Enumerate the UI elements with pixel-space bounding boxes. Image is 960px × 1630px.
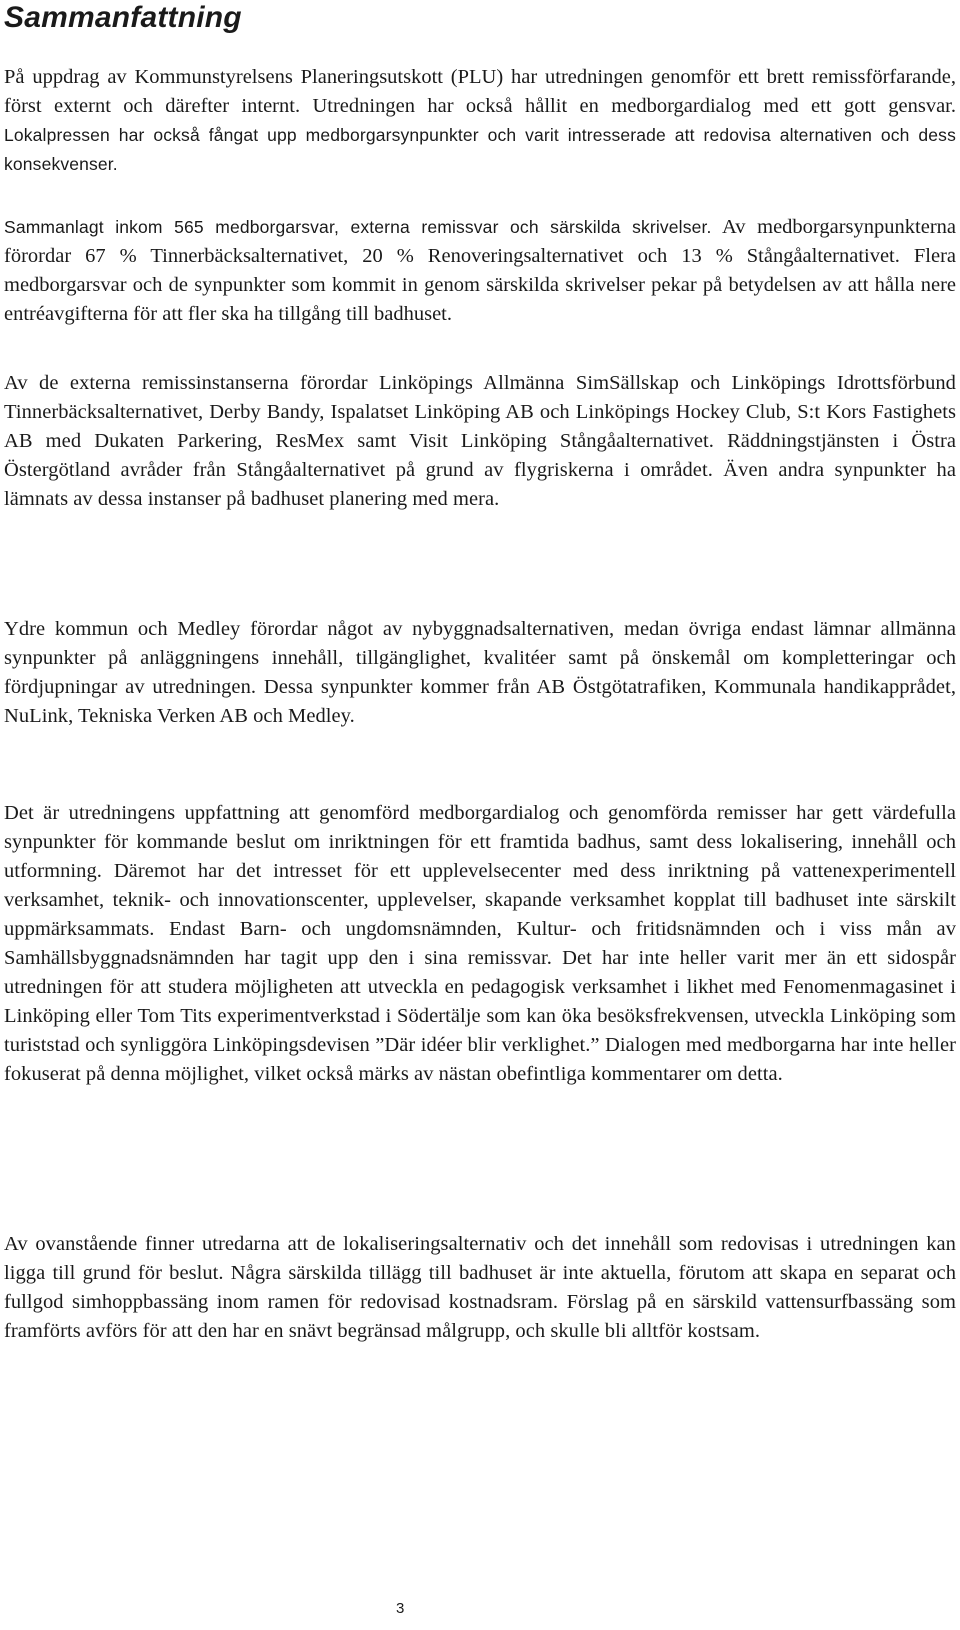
paragraph-conclusion: Av ovanstående finner utredarna att de lokaliseringsalternativ och det innehåll som redovisas i utredningen kan ligga till grund för beslut. Några särskilda tillägg till badhuset är inte aktuella, förutom att skapa en separat och fullgod simhoppbassäng inom ramen för redovisad kostnadsram. Förslag på en särskild vattensurfbassäng som framförts avförs för att den har en snävt begränsad målgrupp, och skulle bli alltför kostsam. xyxy=(4,1233,956,1342)
paragraph-remiss-overview xyxy=(4,63,956,179)
paragraph-text: På uppdrag av Kommunstyrelsens Planeringsutskott (PLU) har utredningen genomför ett brett remissförfarande, först externt och därefter internt. Utredningen har också hållit en medborgardialog med ett gott gensvar. xyxy=(4,66,956,117)
page-title: Sammanfattning xyxy=(4,1,242,34)
page-number: 3 xyxy=(396,1600,405,1617)
paragraph-text: Av medborgarsynpunkterna förordar 67 % Tinnerbäcksalternativet, 20 % Renoveringsalternativet och 13 % Stångåalternativet. Flera medborgarsvar och de synpunkter som kommit in genom särskilda skrivelser pekar på betydelsen av att hålla nere entréavgifterna för att fler ska ha tillgång till badhuset. xyxy=(4,216,957,325)
paragraph-assessment: Det är utredningens uppfattning att genomförd medborgardialog och genomförda remisser har gett värdefulla synpunkter för kommande beslut om inriktningen för ett framtida badhus, samt dess lokalisering, innehåll och utformning. Däremot har det intresset för ett upplevelsecenter med dess inriktning på vattenexperimentell verksamhet, teknik- och innovationscenter, upplevelser, skapande verksamhet kopplat till badhuset inte särskilt uppmärksammats. Endast Barn- och ungdomsnämnden, Kultur- och fritidsnämnden och i viss mån av Samhällsbyggnadsnämnden har tagit upp den i sina remissvar. Det har inte heller varit mer än ett sidospår utredningen för att studera möjligheten att utveckla en pedagogisk verksamhet i likhet med Fenomenmagasinet i Linköping eller Tom Tits experimentverkstad i Södertälje som kan öka besöksfrekvensen, utveckla Linköping som turiststad och synliggöra Linköpingsdevisen ”Där idéer blir verklighet.” Dialogen med medborgarna har inte heller fokuserat på denna möjlighet, vilket också märks av nästan obefintliga kommentarer om detta. xyxy=(4,802,956,1085)
paragraph-external-remiss: Av de externa remissinstanserna förordar Linköpings Allmänna SimSällskap och Linköpings Idrottsförbund Tinnerbäcksalternativet, Derby Bandy, Ispalatset Linköping AB och Linköpings Hockey Club, S:t Kors Fastighets AB med Dukaten Parkering, ResMex samt Visit Linköping Stångåalternativet. Räddningstjänsten i Östra Östergötland avråder från Stångåalternativet på grund av flygriskerna i området. Även andra synpunkter ha lämnats av dessa instanser på badhuset planering med mera. xyxy=(4,372,956,510)
paragraph-ydre-medley: Ydre kommun och Medley förordar något av nybyggnadsalternativen, medan övriga endast lämnar allmänna synpunkter på anläggningens innehåll, tillgänglighet, kvalitéer samt på önskemål om kompletteringar och fördjupningar av utredningen. Dessa synpunkter kommer från AB Östgötatrafiken, Kommunala handikapprådet, NuLink, Tekniska Verken AB och Medley. xyxy=(4,618,956,727)
paragraph-text: Lokalpressen har också fångat upp medborgarsynpunkter och varit intresserade att redovisa alternativen och dess konsekvenser. xyxy=(4,125,956,174)
paragraph-citizen-responses xyxy=(4,213,956,329)
paragraph-text: Sammanlagt inkom 565 medborgarsvar, externa remissvar och särskilda skrivelser. xyxy=(4,217,712,237)
